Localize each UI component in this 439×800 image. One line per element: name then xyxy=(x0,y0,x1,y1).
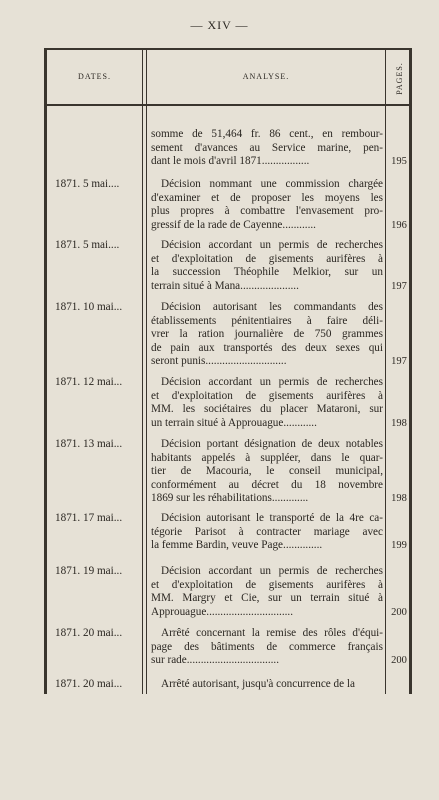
entry-text xyxy=(151,376,383,430)
entry-line: Approuague............................... xyxy=(151,605,294,618)
header-rule xyxy=(47,104,409,106)
entry-line: de pain aux transportés des deux sexes qui xyxy=(151,341,383,354)
entry-date: 1871. 12 mai... xyxy=(55,376,123,388)
entry-line: tier de Macouria, le conseil municipal, xyxy=(151,465,383,477)
entry-line: Décision nommant une commission chargée xyxy=(161,178,383,190)
entry-text xyxy=(151,627,383,668)
entry-line: MM. les sociétaires du placer Mataroni, sur xyxy=(151,403,383,415)
entry-line: 1869 sur les réhabilitations............. xyxy=(151,492,309,504)
entry-line: terrain situé à Mana..................... xyxy=(151,279,299,292)
entry-page: 199 xyxy=(391,540,407,551)
entry-date: 1871. 5 mai.... xyxy=(55,178,120,190)
entry-line: habitants appelés à suppléer, dans le quar- xyxy=(151,451,383,464)
entry-page: 200 xyxy=(391,606,407,618)
column-divider xyxy=(385,50,386,694)
entry-date: 1871. 19 mai... xyxy=(55,565,123,577)
header-pages xyxy=(386,54,412,102)
entry-text xyxy=(151,678,383,692)
entry-line: dant le mois d'avril 1871................. xyxy=(151,155,310,167)
page-number: — XIV — xyxy=(190,18,249,32)
entry-page: 198 xyxy=(391,417,407,429)
entry-line: et d'exploitation de gisements aurifères à xyxy=(151,389,383,402)
entry-line: Décision autorisant les commandants des xyxy=(161,301,383,313)
entry-page: 197 xyxy=(391,356,407,367)
entry-line: Arrêté autorisant, jusqu'à concurrence de la xyxy=(161,678,355,690)
entry-date: 1871. 10 mai... xyxy=(55,301,123,313)
table-frame xyxy=(44,48,412,694)
entry-page: 195 xyxy=(391,156,407,167)
entry-line: page des bâtiments de commerce français xyxy=(151,640,383,653)
entry-line: somme de 51,464 fr. 86 cent., en rembour- xyxy=(151,128,383,140)
entry-line: d'examiner et de proposer les moyens les xyxy=(151,191,383,204)
entry-page: 196 xyxy=(391,219,407,231)
header-pages-label: PAGES. xyxy=(394,61,404,95)
entry-line: gressif de la rade de Cayenne............ xyxy=(151,218,316,231)
entry-date: 1871. 17 mai... xyxy=(55,512,123,524)
column-divider xyxy=(142,50,143,694)
entry-page: 198 xyxy=(391,493,407,504)
entry-line: sur rade................................. xyxy=(151,654,280,666)
entry-date: 1871. 5 mai.... xyxy=(55,239,120,251)
entry-text xyxy=(151,438,383,506)
entry-text xyxy=(151,565,383,619)
entry-line: Décision portant désignation de deux notables xyxy=(161,438,383,450)
entry-line: Décision autorisant le transporté de la 4re ca- xyxy=(161,512,383,524)
entry-page: 197 xyxy=(391,280,407,292)
entry-line: seront punis............................. xyxy=(151,355,287,367)
entry-page: 200 xyxy=(391,655,407,666)
entry-text xyxy=(151,178,383,232)
entry-line: la succession Théophile Melkior, sur un xyxy=(151,266,383,278)
entry-line: vrer la ration journalière de 750 grammes xyxy=(151,328,383,340)
entry-line: et d'exploitation de gisements aurifères à xyxy=(151,252,383,265)
entry-line: conformément au décret du 18 novembre xyxy=(151,478,383,491)
entry-line: Décision accordant un permis de recherches xyxy=(161,565,383,577)
entry-line: Décision accordant un permis de recherches xyxy=(161,239,383,251)
entry-line: établissements pénitentiaires à faire déli- xyxy=(151,314,383,327)
entry-text xyxy=(151,239,383,293)
entry-date: 1871. 20 mai... xyxy=(55,678,123,690)
entry-date: 1871. 20 mai... xyxy=(55,627,123,639)
entry-line: sement d'avances au Service marine, pen- xyxy=(151,141,383,154)
header-dates: DATES. xyxy=(78,72,111,81)
entry-text xyxy=(151,512,383,553)
entry-line: Décision accordant un permis de recherches xyxy=(161,376,383,388)
entry-line: un terrain situé à Approuague............ xyxy=(151,416,317,429)
entry-line: MM. Margry et Cie, sur un terrain situé à xyxy=(151,592,383,604)
entry-text xyxy=(151,128,383,169)
header-analyse: ANALYSE. xyxy=(242,72,290,81)
column-divider xyxy=(146,50,147,694)
entry-line: plus propres à combattre l'envasement pro- xyxy=(151,205,383,217)
entry-text xyxy=(151,301,383,369)
entry-line: la femme Bardin, veuve Page.............. xyxy=(151,539,323,551)
entry-line: et d'exploitation de gisements aurifères à xyxy=(151,578,383,591)
entry-line: tégorie Parisot à contracter mariage avec xyxy=(151,525,383,538)
entry-date: 1871. 13 mai... xyxy=(55,438,123,450)
entry-line: Arrêté concernant la remise des rôles d'équi- xyxy=(161,627,383,639)
